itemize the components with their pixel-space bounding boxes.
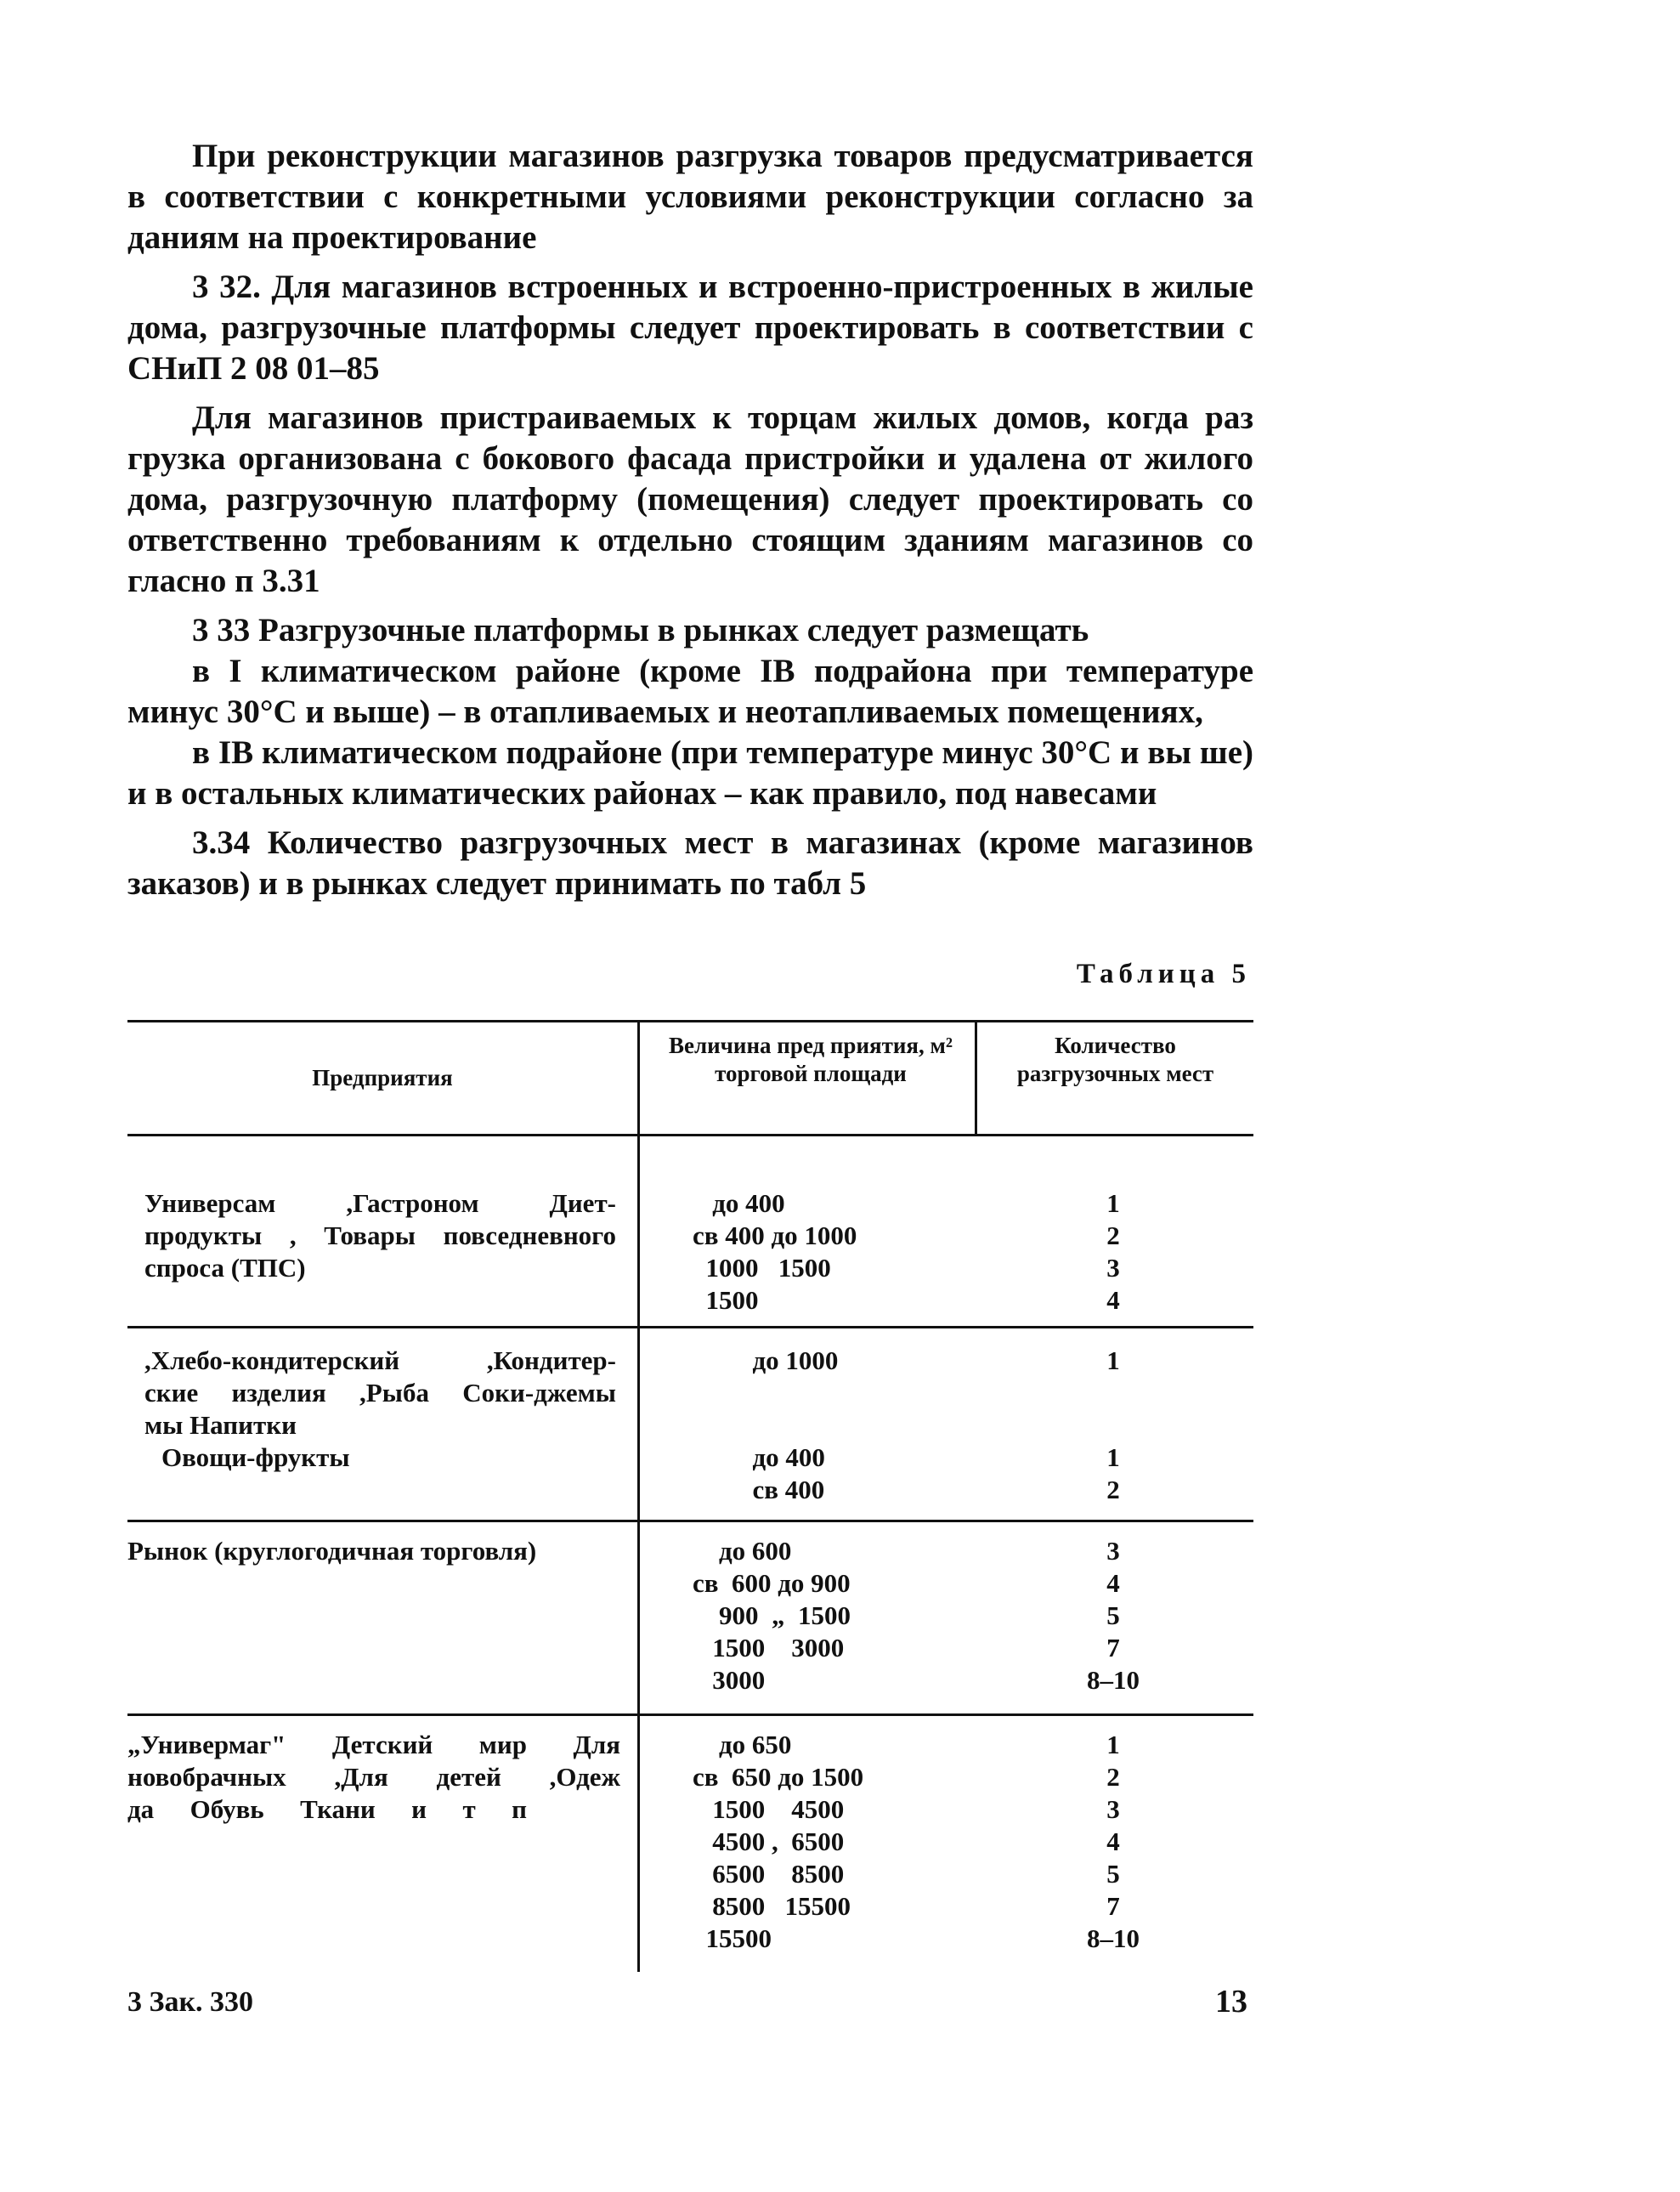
header-count: Количество разгрузочных мест (1016, 1033, 1214, 1086)
count-value: 1 (1106, 1188, 1120, 1218)
area-value: 15500 (693, 1923, 772, 1953)
count-value: 8–10 (1087, 1923, 1140, 1953)
body-text (127, 136, 1253, 913)
table-caption: Таблица 5 (1076, 959, 1251, 989)
area-value: до 400 (693, 1188, 785, 1218)
area-value: св 400 до 1000 (693, 1221, 857, 1250)
count-value: 5 (1106, 1859, 1120, 1889)
count-value: 1 (1106, 1442, 1120, 1472)
table-row-count-vegetables (977, 1442, 1249, 1506)
name-line: продукты , Товары повседневного (144, 1221, 616, 1250)
count-value: 2 (1106, 1762, 1120, 1792)
table-row-count (977, 1187, 1249, 1317)
count-value: 8–10 (1087, 1665, 1140, 1695)
count-value: 3 (1106, 1794, 1120, 1824)
table-row-name (127, 1345, 616, 1474)
area-value: до 600 (693, 1536, 792, 1566)
name-line: да Обувь Ткани и т п (127, 1794, 527, 1824)
paragraph-clause-3-34: 3.34 Количество разгрузочных мест в магазинах (кроме магазинов заказов) и в рынках следует принимать по табл 5 (127, 824, 1253, 902)
area-value: 1500 (693, 1285, 759, 1315)
area-value: 3000 (693, 1665, 766, 1695)
count-value: 7 (1106, 1891, 1120, 1921)
page-number: 13 (1215, 1984, 1247, 2019)
table-rule-header (127, 1134, 1253, 1136)
paragraph: При реконструкции магазинов разгрузка товаров предусматривается в соответствии с конкретными условиями реконструкции согласно за даниям на проектирование (127, 138, 1253, 256)
count-value: 3 (1106, 1253, 1120, 1283)
paragraph-clause-3-32: 3 32. Для магазинов встроенных и встроенно-пристроенных в жилые дома, разгрузочные платформы следует проектировать в соответствии с СНиП 2 08 01–85 (127, 269, 1253, 387)
count-value: 1 (1106, 1345, 1120, 1375)
count-value: 1 (1106, 1730, 1120, 1759)
name-line: спроса (ТПС) (144, 1253, 306, 1283)
area-value: 900 „ 1500 (693, 1600, 851, 1630)
name-line: мы Напитки (144, 1410, 297, 1440)
table-row-count (977, 1535, 1249, 1696)
table-column-divider (637, 1020, 640, 1972)
area-value: 1500 4500 (693, 1794, 845, 1824)
count-value: 7 (1106, 1633, 1120, 1662)
paragraph-clause-3-33: 3 33 Разгрузочные платформы в рынках следует размещать (192, 612, 1089, 649)
table-row-name (127, 1729, 620, 1826)
name-line: новобрачных ,Для детей ,Одеж (127, 1762, 620, 1792)
area-value: до 650 (693, 1730, 792, 1759)
paragraph: Для магазинов пристраиваемых к торцам жилых домов, когда раз грузка организована с бокового фасада пристройки и удалена от жилого дома, разгрузочную платформу (помещения) следует проектировать со ответственно требованиям к отдельно стоящим зданиям магазинов со гласно п 3.31 (127, 399, 1253, 599)
table-rule (127, 1520, 1253, 1522)
count-value: 3 (1106, 1536, 1120, 1566)
count-value: 4 (1106, 1285, 1120, 1315)
table-row-name (127, 1187, 616, 1284)
table-rule (127, 1713, 1253, 1716)
name-line: „Универмаг" Детский мир Для (127, 1730, 620, 1759)
name-line: ,Хлебо-кондитерский ,Кондитер- (144, 1345, 616, 1375)
paragraph: в I климатическом районе (кроме IВ подрайона при температуре минус 30°С и выше) – в отапливаемых и неотапливаемых помещениях, (127, 653, 1253, 730)
area-value: до 1000 (739, 1345, 839, 1375)
area-value: 1500 3000 (693, 1633, 845, 1662)
table-row-count (977, 1345, 1249, 1377)
table-rule (127, 1326, 1253, 1328)
area-value: 4500 , 6500 (693, 1827, 845, 1856)
name-line: ские изделия ,Рыба Соки-джемы (144, 1378, 616, 1408)
area-value: св 600 до 900 (693, 1568, 851, 1598)
table-row-count (977, 1729, 1249, 1955)
table-5 (127, 1020, 1253, 1972)
area-value: 6500 8500 (693, 1859, 845, 1889)
count-value: 4 (1106, 1568, 1120, 1598)
area-value: до 400 (739, 1442, 825, 1472)
count-value: 2 (1106, 1221, 1120, 1250)
header-area: Величина пред приятия, м² торговой площади (668, 1033, 953, 1086)
footer-order-number: 3 Зак. 330 (127, 1986, 254, 2018)
paragraph: в IВ климатическом подрайоне (при температуре минус 30°С и вы ше) и в остальных климатических районах – как правило, под навесами (127, 734, 1253, 812)
area-value: 8500 15500 (693, 1891, 851, 1921)
area-value: 1000 1500 (693, 1253, 831, 1283)
name-line: Универсам ,Гастроном Диет- (144, 1188, 616, 1218)
count-value: 4 (1106, 1827, 1120, 1856)
table-row-name (127, 1535, 616, 1567)
area-value: св 650 до 1500 (693, 1762, 864, 1792)
area-value: св 400 (739, 1475, 825, 1504)
count-value: 2 (1106, 1475, 1120, 1504)
table-rule-top (127, 1020, 1253, 1022)
name-line-vegetables: Овощи-фрукты (161, 1442, 350, 1472)
name-line: Рынок (круглогодичная торговля) (127, 1536, 537, 1566)
count-value: 5 (1106, 1600, 1120, 1630)
header-enterprise: Предприятия (312, 1065, 453, 1090)
